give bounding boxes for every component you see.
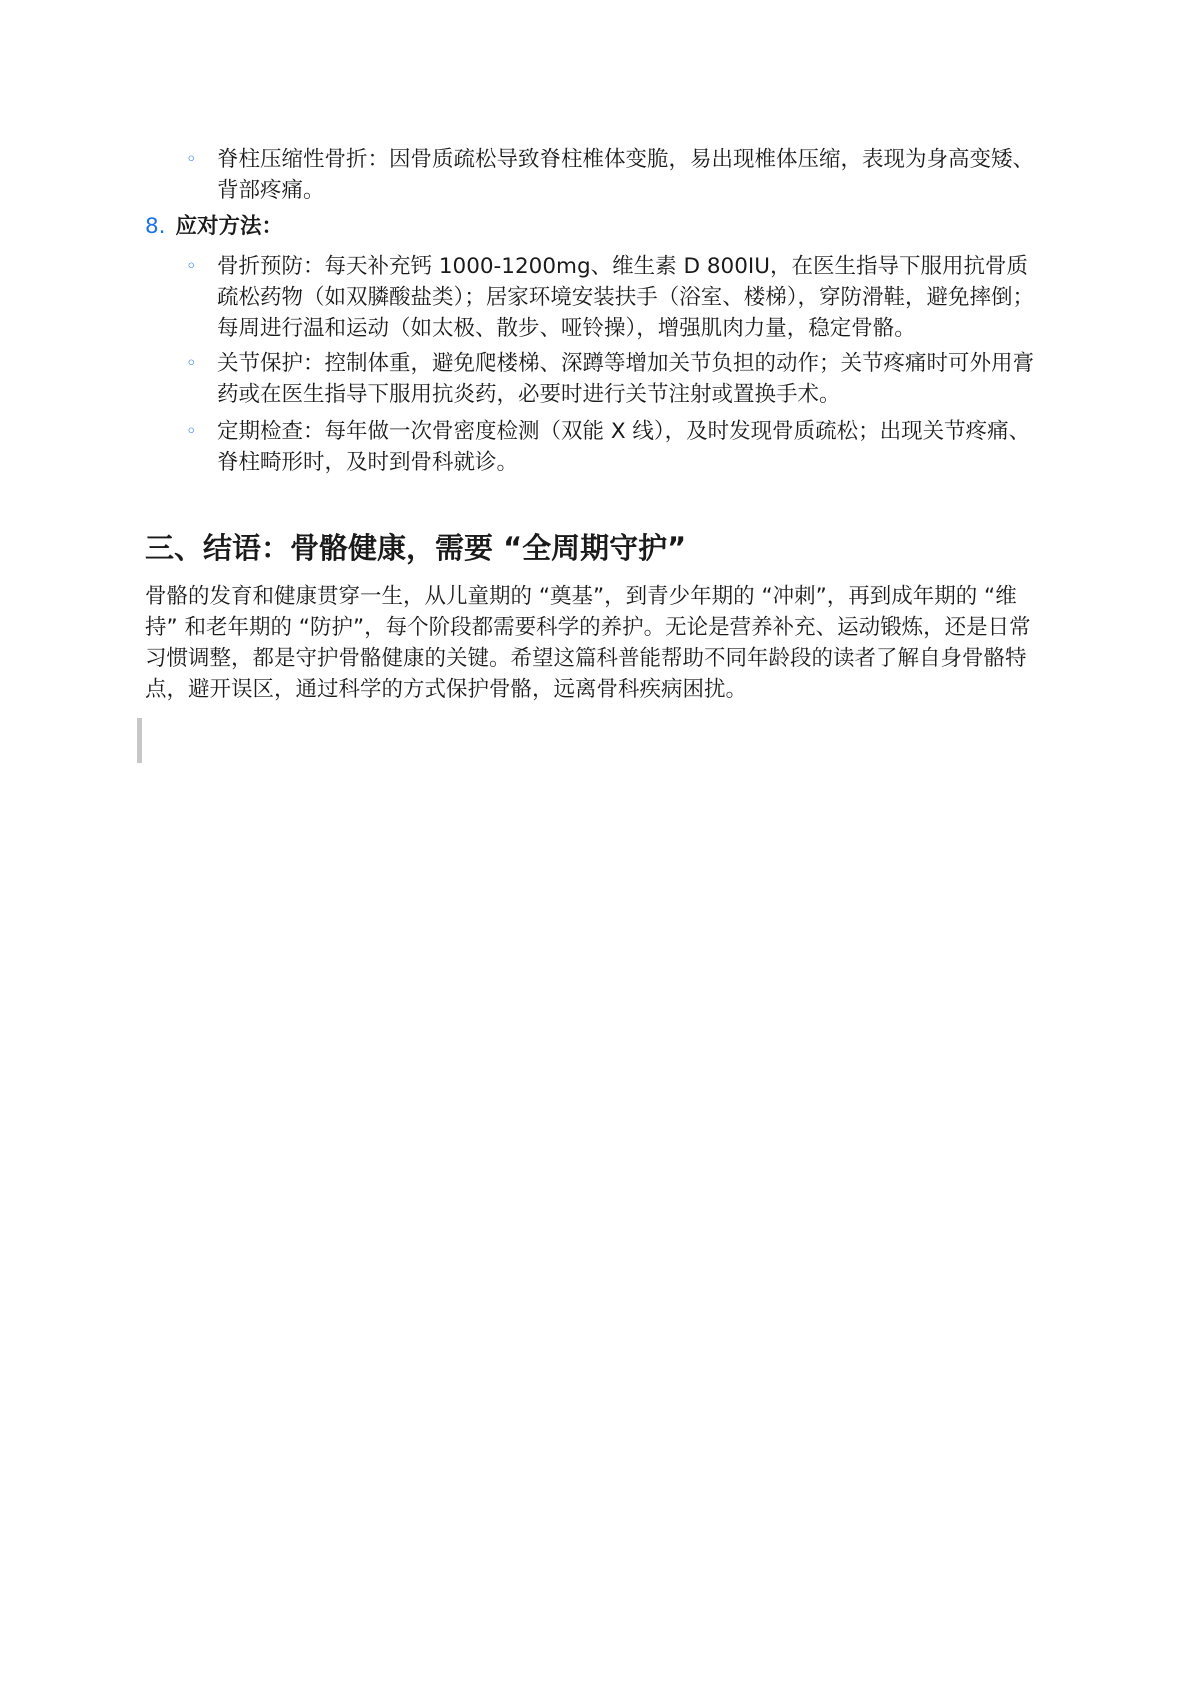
list-item-spinal-fracture xyxy=(186,144,1045,206)
conclusion-paragraph: 骨骼的发育和健康贯穿一生，从儿童期的 “奠基”，到青少年期的 “冲刺”，再到成年期的 “维持” 和老年期的 “防护”，每个阶段都需要科学的养护。无论是营养补充、运动锻炼，还是日常习惯调整，都是守护骨骼健康的关键。希望这篇科普能帮助不同年龄段的读者了解自身骨骼特点，避开误区，通过科学的方式保护骨骼，远离骨科疾病困扰。 xyxy=(145,584,1031,702)
list-item-text: 关节保护：控制体重，避免爬楼梯、深蹲等增加关节负担的动作；关节疼痛时可外用膏药或在医生指导下服用抗炎药，必要时进行关节注射或置换手术。 xyxy=(217,351,1035,407)
list-item-text: 脊柱压缩性骨折：因骨质疏松导致脊柱椎体变脆，易出现椎体压缩，表现为身高变矮、背部疼痛。 xyxy=(217,147,1035,203)
bullet-marker: ◦ xyxy=(186,353,197,374)
bullet-marker: ◦ xyxy=(186,149,197,170)
list-item-text: 骨折预防：每天补充钙 1000-1200mg、维生素 D 800IU，在医生指导下服用抗骨质疏松药物（如双膦酸盐类）；居家环境安装扶手（浴室、楼梯），穿防滑鞋，避免摔倒；每周进行温和运动（如太极、散步、哑铃操），增强肌肉力量，稳定骨骼。 xyxy=(217,254,1035,341)
bullet-marker: ◦ xyxy=(186,256,197,277)
list-item-text: 定期检查：每年做一次骨密度检测（双能 X 线），及时发现骨质疏松；出现关节疼痛、脊柱畸形时，及时到骨科就诊。 xyxy=(217,419,1031,475)
list-item-fracture-prevention xyxy=(186,251,1045,344)
list-item-joint-protection xyxy=(186,348,1045,410)
numbered-item-coping-methods xyxy=(145,211,1045,242)
section-heading: 三、结语：骨骼健康，需要 “全周期守护” xyxy=(145,531,687,565)
list-number: 8. xyxy=(145,214,166,239)
bullet-marker: ◦ xyxy=(186,421,197,442)
list-item-regular-checkup xyxy=(186,416,1045,478)
blockquote-bar xyxy=(137,718,142,763)
list-label: 应对方法： xyxy=(175,214,284,239)
